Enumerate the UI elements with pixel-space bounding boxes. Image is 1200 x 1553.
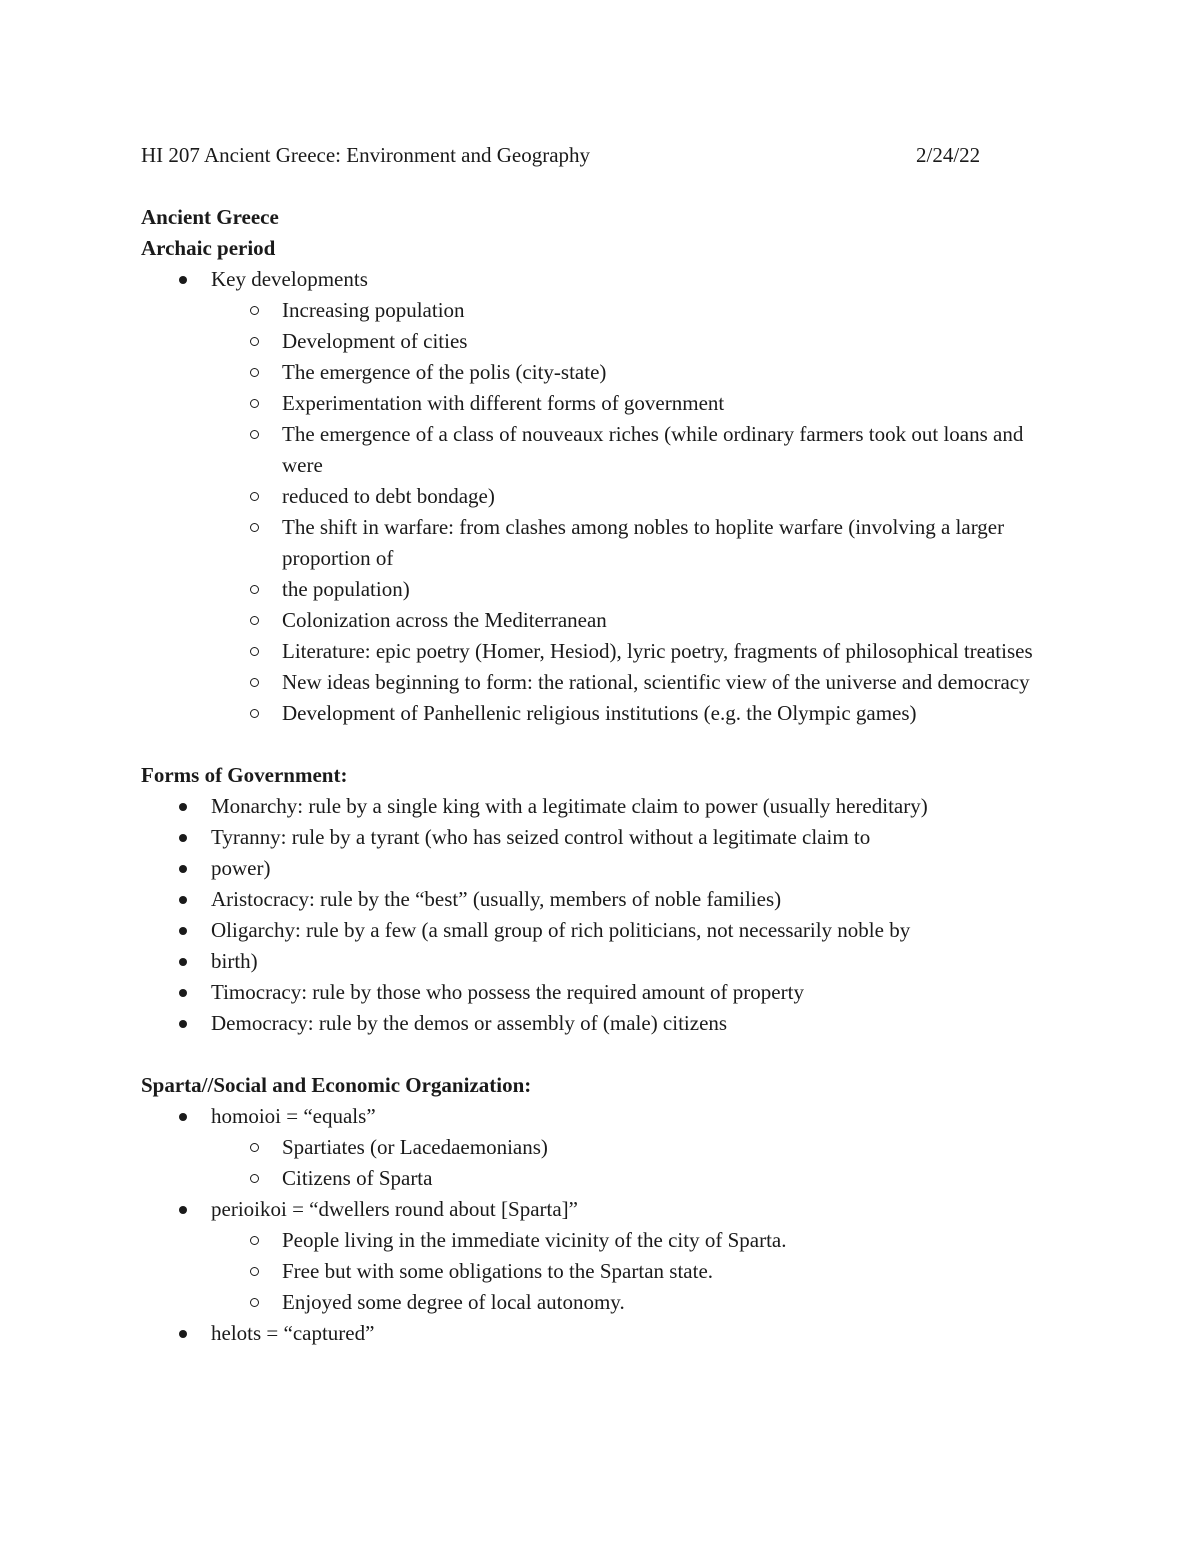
list-item: birth) <box>141 946 1051 977</box>
list-item-homoioi: homoioi = “equals” <box>141 1101 1051 1132</box>
filled-bullet-icon <box>179 276 187 284</box>
hollow-bullet-icon <box>250 1174 259 1183</box>
list-item: Citizens of Sparta <box>141 1163 1051 1194</box>
list-item: Increasing population <box>141 295 1051 326</box>
list-item: Development of Panhellenic religious institutions (e.g. the Olympic games) <box>141 698 1051 729</box>
list-item: Tyranny: rule by a tyrant (who has seized control without a legitimate claim to <box>141 822 1051 853</box>
filled-bullet-icon <box>179 927 187 935</box>
heading-sparta: Sparta//Social and Economic Organization: <box>141 1073 532 1097</box>
hollow-bullet-icon <box>250 647 259 656</box>
filled-bullet-icon <box>179 1206 187 1214</box>
list-item: reduced to debt bondage) <box>141 481 1051 512</box>
hollow-bullet-icon <box>250 337 259 346</box>
hollow-bullet-icon <box>250 585 259 594</box>
list-item: Monarchy: rule by a single king with a legitimate claim to power (usually hereditary) <box>141 791 1051 822</box>
government-list <box>141 791 1051 1039</box>
document-page <box>141 140 1051 1349</box>
list-item: Colonization across the Mediterranean <box>141 605 1051 636</box>
hollow-bullet-icon <box>250 678 259 687</box>
list-item-key-developments: Key developments <box>141 264 1051 295</box>
list-item: Development of cities <box>141 326 1051 357</box>
list-item: Aristocracy: rule by the “best” (usually, members of noble families) <box>141 884 1051 915</box>
hollow-bullet-icon <box>250 1143 259 1152</box>
list-item-helots: helots = “captured” <box>141 1318 1051 1349</box>
document-header <box>141 140 1051 171</box>
list-item: The emergence of the polis (city-state) <box>141 357 1051 388</box>
list-item: the population) <box>141 574 1051 605</box>
list-item: Oligarchy: rule by a few (a small group of rich politicians, not necessarily noble by <box>141 915 1051 946</box>
filled-bullet-icon <box>179 1113 187 1121</box>
hollow-bullet-icon <box>250 709 259 718</box>
filled-bullet-icon <box>179 958 187 966</box>
list-item: Literature: epic poetry (Homer, Hesiod), lyric poetry, fragments of philosophical treatises <box>141 636 1051 667</box>
list-item: The emergence of a class of nouveaux riches (while ordinary farmers took out loans and were <box>141 419 1051 481</box>
filled-bullet-icon <box>179 865 187 873</box>
hollow-bullet-icon <box>250 1267 259 1276</box>
hollow-bullet-icon <box>250 492 259 501</box>
hollow-bullet-icon <box>250 523 259 532</box>
list-item-perioikoi: perioikoi = “dwellers round about [Sparta]” <box>141 1194 1051 1225</box>
list-item: Timocracy: rule by those who possess the required amount of property <box>141 977 1051 1008</box>
list-item: New ideas beginning to form: the rational, scientific view of the universe and democracy <box>141 667 1051 698</box>
heading-archaic-period: Archaic period <box>141 236 276 260</box>
hollow-bullet-icon <box>250 616 259 625</box>
hollow-bullet-icon <box>250 430 259 439</box>
hollow-bullet-icon <box>250 1236 259 1245</box>
filled-bullet-icon <box>179 1330 187 1338</box>
list-item: Free but with some obligations to the Spartan state. <box>141 1256 1051 1287</box>
hollow-bullet-icon <box>250 306 259 315</box>
document-title: HI 207 Ancient Greece: Environment and Geography <box>141 143 591 167</box>
archaic-list <box>141 264 1051 729</box>
sparta-list <box>141 1101 1051 1349</box>
list-item: Spartiates (or Lacedaemonians) <box>141 1132 1051 1163</box>
hollow-bullet-icon <box>250 368 259 377</box>
filled-bullet-icon <box>179 989 187 997</box>
hollow-bullet-icon <box>250 399 259 408</box>
filled-bullet-icon <box>179 803 187 811</box>
list-item: People living in the immediate vicinity of the city of Sparta. <box>141 1225 1051 1256</box>
list-item: power) <box>141 853 1051 884</box>
list-item: The shift in warfare: from clashes among nobles to hoplite warfare (involving a larger proportion of <box>141 512 1051 574</box>
document-date: 2/24/22 <box>916 143 981 167</box>
heading-forms-of-government: Forms of Government: <box>141 763 348 787</box>
list-item: Democracy: rule by the demos or assembly of (male) citizens <box>141 1008 1051 1039</box>
filled-bullet-icon <box>179 896 187 904</box>
filled-bullet-icon <box>179 834 187 842</box>
list-item: Experimentation with different forms of government <box>141 388 1051 419</box>
list-item: Enjoyed some degree of local autonomy. <box>141 1287 1051 1318</box>
heading-ancient-greece: Ancient Greece <box>141 205 279 229</box>
filled-bullet-icon <box>179 1020 187 1028</box>
hollow-bullet-icon <box>250 1298 259 1307</box>
